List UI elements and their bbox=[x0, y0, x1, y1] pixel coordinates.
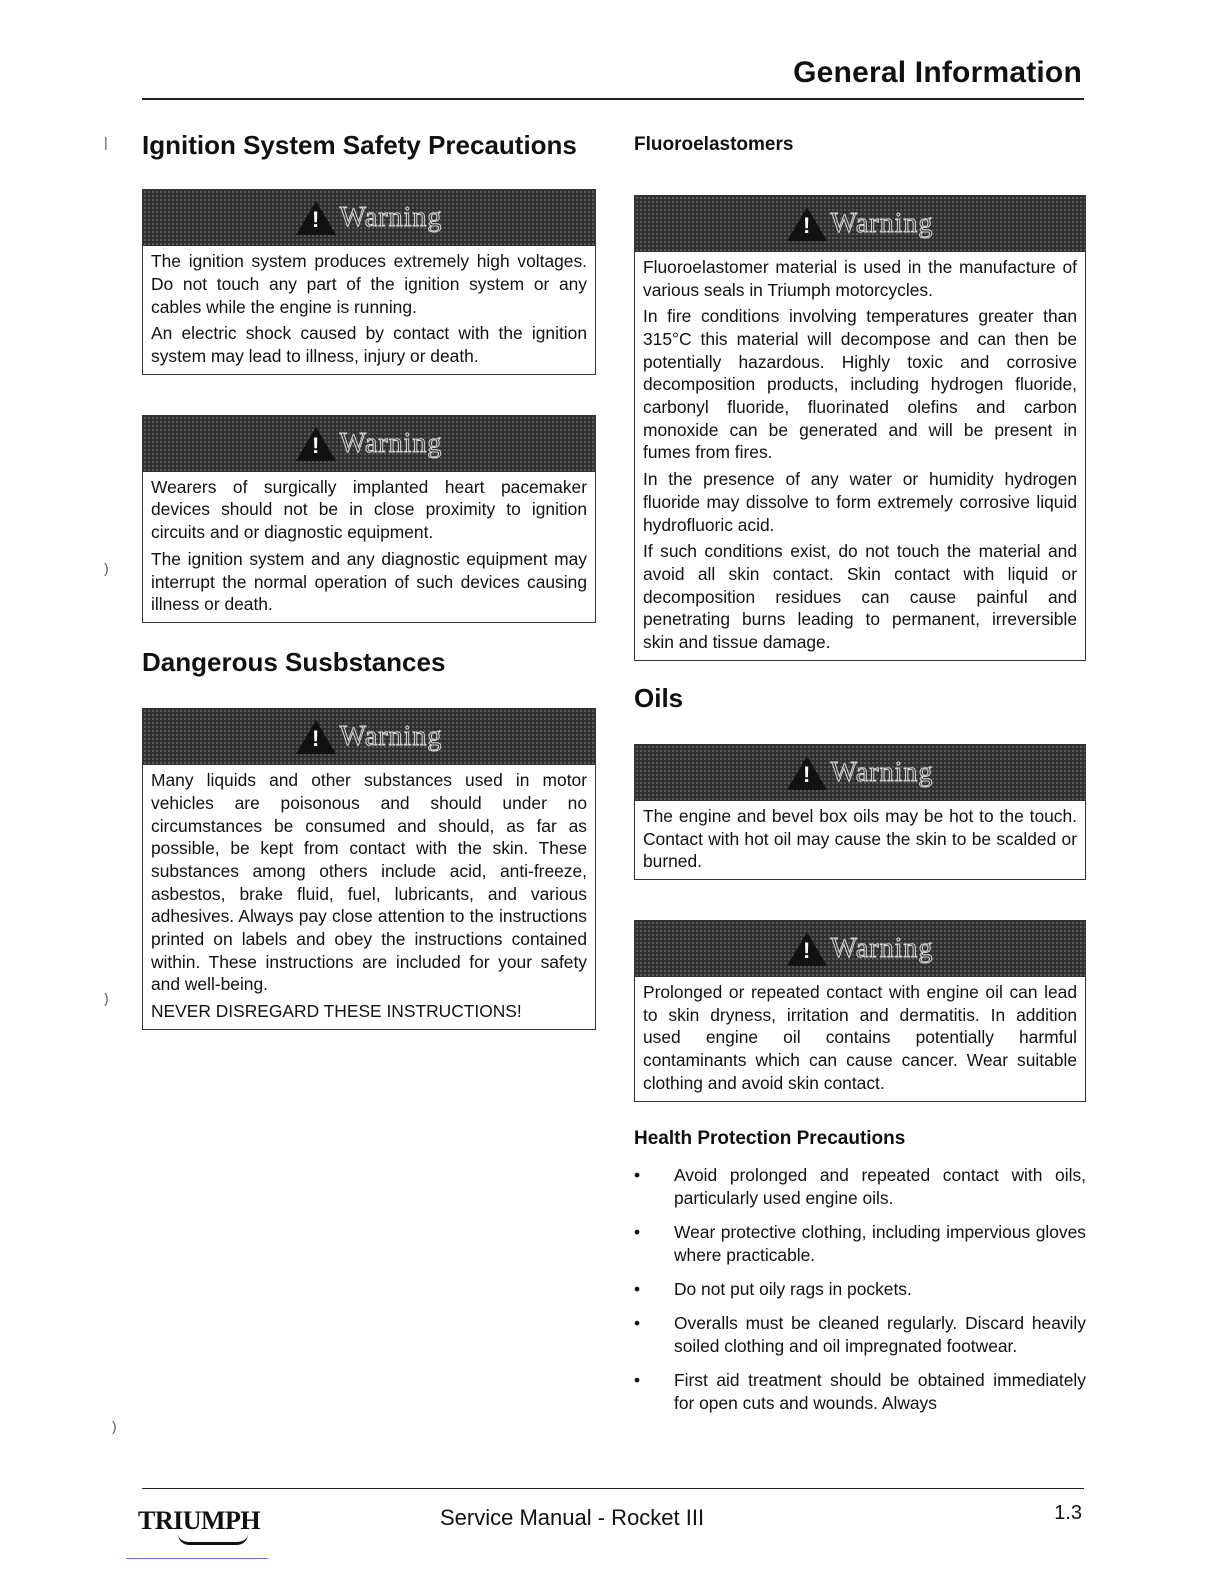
warning-triangle-icon: ! bbox=[787, 756, 827, 790]
list-item: • Do not put oily rags in pockets. bbox=[634, 1278, 1086, 1301]
footer-rule bbox=[142, 1488, 1084, 1489]
warning-box bbox=[142, 415, 596, 623]
warning-banner bbox=[143, 416, 595, 472]
warning-banner bbox=[635, 921, 1085, 977]
warning-label: Warning bbox=[339, 721, 443, 753]
warning-banner bbox=[635, 196, 1085, 252]
list-item: • Avoid prolonged and repeated contact with oils, particularly used engine oils. bbox=[634, 1164, 1086, 1210]
manual-title: Service Manual - Rocket III bbox=[440, 1505, 705, 1530]
warning-box bbox=[634, 920, 1086, 1102]
section-title-dangerous: Dangerous Susbstances bbox=[142, 646, 446, 677]
warning-box bbox=[634, 195, 1086, 661]
header-rule bbox=[142, 98, 1084, 100]
page-header-title: General Information bbox=[793, 56, 1082, 89]
warning-label: Warning bbox=[339, 202, 443, 234]
triumph-logo bbox=[138, 1506, 260, 1536]
warning-text: NEVER DISREGARD THESE INSTRUCTIONS! bbox=[151, 1001, 522, 1022]
list-item: • First aid treatment should be obtained immediately for open cuts and wounds. Always bbox=[634, 1369, 1086, 1415]
left-column bbox=[142, 126, 596, 1030]
warning-triangle-icon: ! bbox=[787, 932, 827, 966]
section-title-ignition: Ignition System Safety Precautions bbox=[142, 130, 577, 160]
warning-text: The ignition system and any diagnostic equipment may interrupt the normal operation of such devices causing illness or death. bbox=[151, 548, 587, 615]
warning-label: Warning bbox=[339, 427, 443, 459]
warning-label: Warning bbox=[830, 756, 934, 788]
warning-label: Warning bbox=[830, 933, 934, 965]
margin-mark: | bbox=[104, 134, 108, 150]
warning-text: The ignition system produces extremely high voltages. Do not touch any part of the ignition system or any cables while the engine is running. bbox=[151, 251, 587, 317]
page-number: 1.3 bbox=[1054, 1502, 1082, 1524]
warning-text: In the presence of any water or humidity hydrogen fluoride may dissolve to form extremely corrosive liquid hydrofluoric acid. bbox=[643, 469, 1077, 535]
warning-text: Fluoroelastomer material is used in the manufacture of various seals in Triumph motorcycles. bbox=[643, 256, 1077, 300]
warning-banner bbox=[143, 709, 595, 765]
warning-text: An electric shock caused by contact with the ignition system may lead to illness, injury or death. bbox=[151, 323, 587, 366]
section-title-oils: Oils bbox=[634, 682, 684, 713]
warning-box bbox=[142, 189, 596, 375]
warning-triangle-icon: ! bbox=[787, 207, 827, 241]
logo-text: TRIUMPH bbox=[138, 1506, 261, 1535]
warning-banner bbox=[635, 745, 1085, 801]
warning-text: Many liquids and other substances used in motor vehicles are poisonous and should under no circumstances be consumed and should, as far as possible, be kept from contact with the skin. These substances among others include acid, anti-freeze, asbestos, brake fluid, fuel, lubricants, and various adhesives. Always pay close attention to the instructions printed on labels and obey the instructions contained within. These instructions are included for your safety and well-being. bbox=[151, 770, 587, 995]
list-item: • Wear protective clothing, including impervious gloves where practicable. bbox=[634, 1221, 1086, 1267]
warning-text: If such conditions exist, do not touch the material and avoid all skin contact. Skin contact with liquid or decomposition residues can cause painful and penetrating burns leading to permanent, irreversible skin and tissue damage. bbox=[643, 541, 1077, 653]
margin-mark: ) bbox=[104, 990, 109, 1006]
warning-text: Wearers of surgically implanted heart pacemaker devices should not be in close proximity to ignition circuits and or diagnostic equipment. bbox=[151, 476, 587, 543]
warning-box bbox=[634, 744, 1086, 880]
margin-mark: ) bbox=[112, 1418, 117, 1434]
health-precautions-list bbox=[634, 1164, 1086, 1415]
warning-text: In fire conditions involving temperatures greater than 315°C this material will decompose and can then be potentially hazardous. Highly toxic and corrosive decomposition products, including hydrogen fluoride, carbonyl fluoride, fluorinated olefins and carbon monoxide can be generated and will be present in fumes from fires. bbox=[643, 306, 1077, 463]
warning-text: The engine and bevel box oils may be hot to the touch. Contact with hot oil may cause the skin to be scalded or burned. bbox=[643, 805, 1077, 872]
list-item: • Overalls must be cleaned regularly. Discard heavily soiled clothing and oil impregnated footwear. bbox=[634, 1312, 1086, 1358]
warning-triangle-icon: ! bbox=[296, 720, 336, 754]
warning-triangle-icon: ! bbox=[296, 201, 336, 235]
warning-triangle-icon: ! bbox=[296, 427, 336, 461]
warning-banner bbox=[143, 190, 595, 246]
section-title-fluoroelastomers: Fluoroelastomers bbox=[634, 134, 794, 155]
warning-label: Warning bbox=[830, 207, 934, 239]
warning-box bbox=[142, 708, 596, 1030]
section-title-health: Health Protection Precautions bbox=[634, 1127, 906, 1149]
right-column bbox=[634, 126, 1086, 1426]
warning-text: Prolonged or repeated contact with engine oil can lead to skin dryness, irritation and dermatitis. In addition used engine oil contains potentially harmful contaminants which can cause cancer. Wear suitable clothing and avoid skin contact. bbox=[643, 982, 1077, 1093]
link-underline bbox=[126, 1558, 268, 1559]
margin-mark: ) bbox=[104, 560, 109, 576]
